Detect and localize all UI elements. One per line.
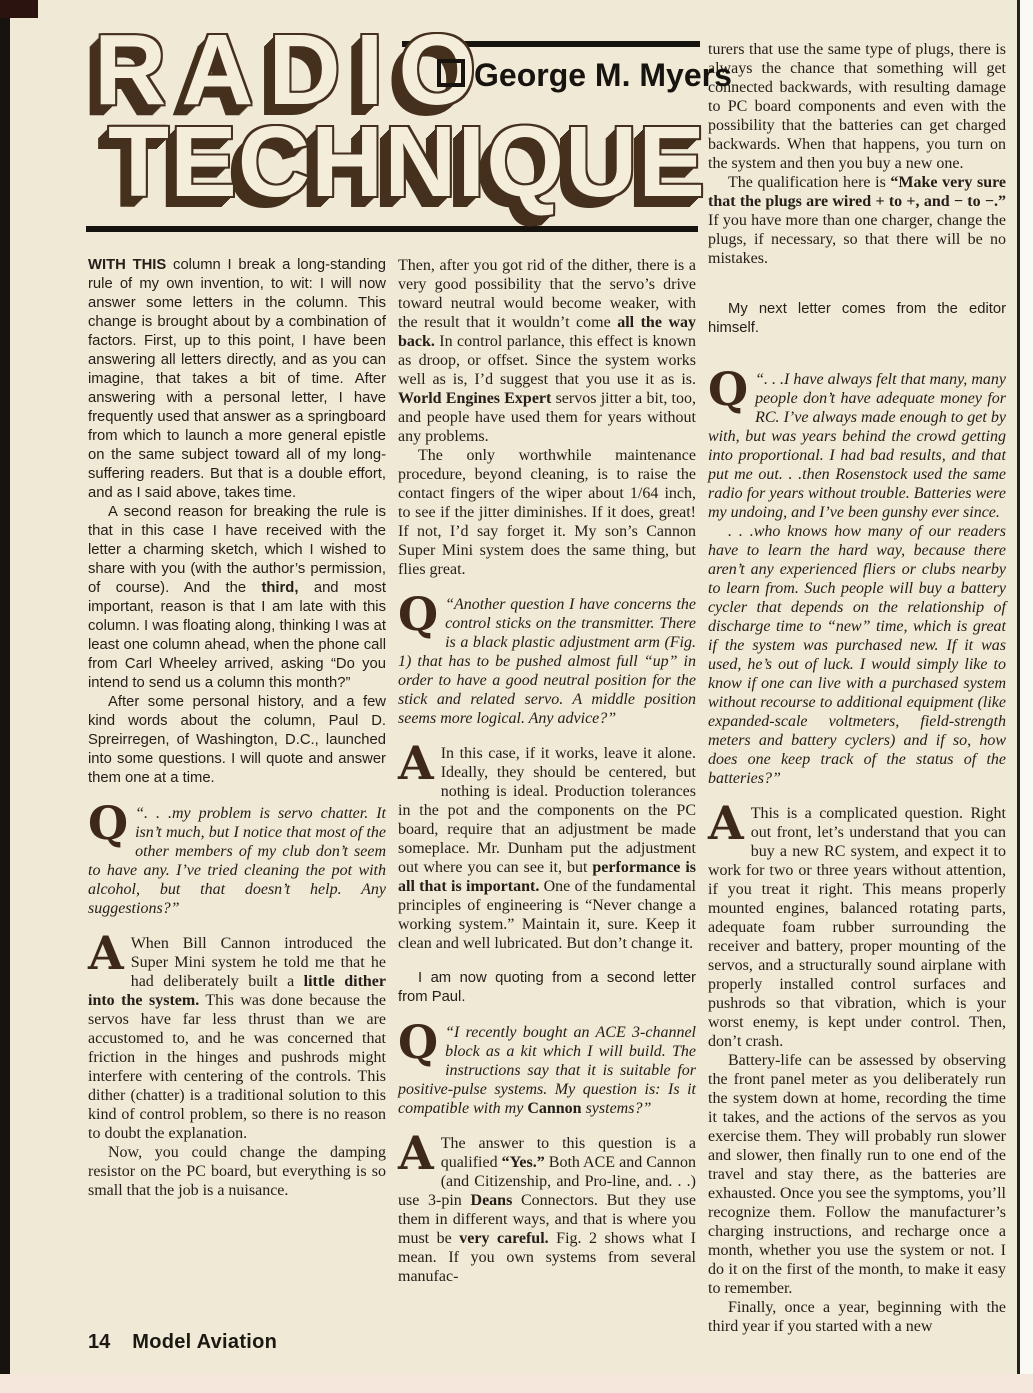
text-run: Cannon <box>527 1100 582 1117</box>
drop-cap-a: A <box>398 1126 434 1180</box>
text-run: Now, you could change the damping resistor on the PC board, but everything is so small that the job is a nuisance. <box>88 1144 386 1199</box>
byline-checkbox-icon <box>437 59 465 87</box>
text-run: This is a complicated question. Right out front, let’s understand that you can buy a new RC system, and expect it to work for two or three years without attention, if you treat it right. This means properly mounted engines, balanced rotating parts, adequate foam rubber surrounding the receiver and battery, proper mounting of the servos, and a structurally sound airplane with properly installed control surfaces and pushrods so that vibration, which is your worst enemy, is kept under control. Then, don’t crash. <box>708 805 1006 1050</box>
scan-edge-bottom <box>0 1374 1033 1393</box>
question-paragraph <box>708 362 1006 522</box>
text-column-1 <box>88 256 386 1200</box>
text-run: Finally, once a year, beginning with the third year if you started with a new <box>708 1299 1006 1335</box>
scan-corner-top-left <box>0 0 38 18</box>
text-run: Both ACE and Cannon (and Citizenship, and Pro-line, and. . .) use 3-pin <box>398 1154 697 1209</box>
body-paragraph <box>708 1051 1006 1298</box>
question-paragraph <box>398 1015 696 1118</box>
drop-cap-q: Q <box>708 362 749 416</box>
text-run: I am now quoting from a second letter from Paul. <box>398 970 696 1005</box>
page-footer <box>88 1331 277 1354</box>
drop-cap-q: Q <box>398 587 439 641</box>
magazine-page <box>10 0 1017 1374</box>
drop-cap-q: Q <box>88 796 129 850</box>
text-run: “Make very sure that the plugs are wired + to +, and − to −.” <box>708 174 1007 210</box>
scan-edge-right <box>1017 0 1020 1374</box>
title-word-technique: TECHNIQUE <box>108 106 706 218</box>
body-paragraph <box>708 173 1006 268</box>
text-run: turers that use the same type of plugs, there is always the chance that something will get connected backwards, with resulting damage to PC board components and even with the possibility that the batteries can get charged backwards. When that happens, you turn on the system and then you buy a new one. <box>708 41 1006 172</box>
text-run: systems?” <box>581 1100 652 1117</box>
text-run: The answer to this question is a qualified <box>440 1135 696 1171</box>
text-run: Connectors. But they use them in different ways, and that is where you must be <box>398 1192 696 1247</box>
text-run: After some personal history, and a few kind words about the column, Paul D. Spreirregen, of Washington, D.C., launched into some questions. I will quote and answer them one at a time. <box>88 694 386 786</box>
answer-paragraph <box>88 926 386 1143</box>
text-run: The only worthwhile maintenance procedure, beyond cleaning, is to raise the contact fingers of the wiper about 1/64 inch, to see if the jitter diminishes. If it does, great! If not, I’d say forget it. My son’s Cannon Super Mini system does the same thing, but flies great. <box>398 447 696 578</box>
answer-paragraph <box>398 736 697 953</box>
answer-paragraph <box>708 796 1006 1051</box>
body-paragraph <box>88 503 386 693</box>
text-run: third, <box>261 580 299 596</box>
body-paragraph <box>398 256 696 446</box>
text-run: “I recently bought an ACE 3-channel block as a kit which I will build. The instructions say that it is suitable for positive-pulse systems. My question is: Is it compatible with my <box>398 1024 696 1117</box>
text-run: In control parlance, this effect is known as droop, or offset. Since the system works well as is, I’d suggest that you use it as is. <box>398 333 696 388</box>
text-run: and most important, reason is that I am late with this column. I was floating along, thinking I was at least one column ahead, when the phone call from Carl Wheeley arrived, asking “Do you intend to send us a column this month?” <box>88 580 386 691</box>
body-paragraph <box>88 693 386 788</box>
body-paragraph <box>708 1298 1006 1336</box>
text-run: “Another question I have concerns the control sticks on the transmitter. There is a black plastic adjustment arm (Fig. 1) that has to be pushed almost full “up” in order to have a good neutral position for the stick and related servo. A middle position seems more logical. Any advice?” <box>398 596 696 727</box>
body-paragraph <box>398 969 696 1007</box>
text-run: Then, after you got rid of the dither, there is a very good possibility that the servo’s drive toward neutral would become weaker, with the result that it wouldn’t come <box>398 257 696 331</box>
body-paragraph <box>88 1143 386 1200</box>
text-run: WITH THIS <box>88 257 167 273</box>
body-paragraph <box>708 522 1006 788</box>
text-run: In this case, if it works, leave it alone. Ideally, they should be centered, but nothing is ideal. Production tolerances in the pot and the components on the PC board, require that an adjustment be made someplace. Mr. Dunham put the adjustment out where you can see it, but <box>398 745 696 876</box>
body-paragraph <box>88 256 386 503</box>
text-run: servos jitter a bit, too, and people have used them for years without any problems. <box>398 390 697 445</box>
drop-cap-a: A <box>398 736 434 790</box>
text-run: When Bill Cannon introduced the Super Mini system he told me that he had deliberately built a <box>130 935 386 990</box>
scan-edge-left <box>0 0 10 1374</box>
byline <box>437 57 732 94</box>
question-paragraph <box>398 587 696 728</box>
text-run: “. . .my problem is servo chatter. It isn’t much, but I notice that most of the other members of my club don’t seem to have any. I’ve tried cleaning the pot with alcohol, but that doesn’t help. Any suggestions?” <box>88 805 386 917</box>
text-run: A second reason for breaking the rule is that in this case I have received with the letter a charming sketch, which I wished to share with you (with the author’s permission, of course). And the <box>88 504 386 596</box>
text-run: My next letter comes from the editor himself. <box>708 301 1006 336</box>
text-run: performance is all that is important. <box>398 859 697 895</box>
text-run: all the way back. <box>398 314 697 350</box>
answer-paragraph <box>398 1126 697 1286</box>
drop-cap-a: A <box>88 926 124 980</box>
text-run: The qualification here is <box>728 174 891 191</box>
body-paragraph <box>398 446 696 579</box>
text-run: World Engines Expert <box>398 390 552 407</box>
column-title <box>94 14 706 218</box>
text-run: “. . .I have always felt that many, many people don’t have adequate money for RC. I’ve always made enough to get by with, but was years behind the crowd getting into proportional. I had bad results, and that put me out. . .then Rosenstock used the same radio for years without trouble. Batteries were my undoing, and I’ve been gunshy ever since. <box>708 371 1006 521</box>
text-run: Deans <box>470 1192 513 1209</box>
text-run: Battery-life can be assessed by observing the front panel meter as you deliberately run the system down at home, recording the time it takes, and the actions of the servos as you exercise them. They will probably run slower and slower, then finally run to one end of the travel and stay there, as the batteries are exhausted. Once you see the symptoms, you’ll recognize them. Follow the manufacturer’s charging instructions, and recharge once a month, whether you use the system or not. I do it on the first of the month, to make it easy to remember. <box>708 1052 1006 1297</box>
body-paragraph <box>708 300 1006 338</box>
page-number: 14 <box>88 1331 111 1353</box>
text-run: This was done because the servos have far less thrust than we are accustomed to, and he was concerned that friction in the hinges and pushrods might interfere with centering of the controls. This dither (chatter) is a traditional solution to this kind of control problem, so there is no reason to doubt the explanation. <box>88 992 386 1142</box>
body-paragraph <box>708 40 1006 173</box>
question-paragraph <box>88 796 386 918</box>
text-column-2 <box>398 256 696 1286</box>
text-run: Fig. 2 shows what I mean. If you own systems from several manufac- <box>398 1230 697 1285</box>
text-run: column I break a long-standing rule of my own invention, to wit: I will now answer some letters in the column. This change is brought about by a combination of factors. First, up to this point, I have been answering all letters directly, and as you can imagine, that takes a bit of time. After answering with a personal letter, I have frequently used that answer as a springboard from which to launch a more general epistle on the same subject toward all of my long-suffering readers. But that is a double effort, and as I said above, takes time. <box>88 257 386 501</box>
text-run: If you have more than one charger, change the plugs, if necessary, so that there will be no mistakes. <box>708 212 1006 267</box>
text-run: . . .who knows how many of our readers have to learn the hard way, because there aren’t any experienced fliers or clubs nearby to learn from. Such people will buy a battery cycler that depends on the relationship of discharge time to “new” time, which is great if the system was purchased new. If it was used, he’s out of luck. I would simply like to know if one can live with a purchased system without recourse to additional equipment (like expanded-scale voltmeters, field-strength meters and battery cyclers) and if so, how does one keep track of the status of the batteries?” <box>708 523 1006 787</box>
magazine-name: Model Aviation <box>132 1331 278 1353</box>
title-word-radio: RADIO <box>94 14 492 126</box>
drop-cap-a: A <box>708 796 744 850</box>
byline-author: George M. Myers <box>474 57 732 93</box>
text-column-3 <box>708 40 1006 1336</box>
text-run: little dither into the system. <box>88 973 386 1009</box>
drop-cap-q: Q <box>398 1015 439 1069</box>
text-run: very careful. <box>459 1230 549 1247</box>
text-run: One of the fundamental principles of engineering is “Never change a working system.” Maintain it, sure. Keep it clean and well lubricated. But don’t change it. <box>398 878 696 952</box>
text-run: “Yes.” <box>501 1154 545 1171</box>
masthead-rule-bottom <box>86 226 698 232</box>
